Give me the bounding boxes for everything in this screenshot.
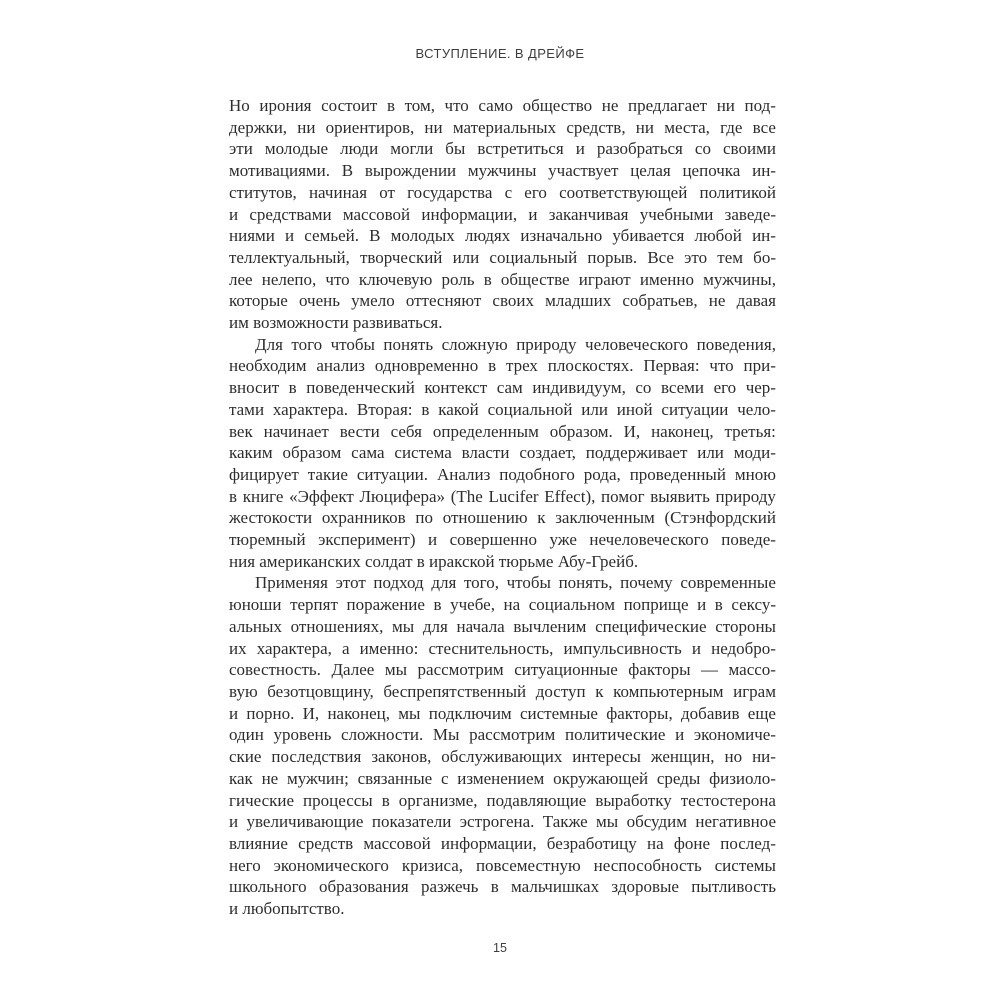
text-line: Для того чтобы понять сложную природу человеческого поведения, — [255, 334, 776, 354]
text-line: тюремный эксперимент) и совершенно уже нечеловеческого поведе- — [229, 530, 776, 550]
text-line: держки, ни ориентиров, ни материальных средств, ни места, где все — [229, 117, 776, 137]
paragraph — [229, 334, 776, 573]
text-line: фицирует такие ситуации. Анализ подобного рода, проведенный мною — [229, 464, 776, 484]
text-line: него экономического кризиса, повсеместную неспособность системы — [229, 855, 776, 875]
text-line: мотивациями. В вырождении мужчины участвует целая цепочка ин- — [229, 161, 776, 181]
text-line: и порно. И, наконец, мы подключим системные факторы, добавив еще — [229, 703, 776, 723]
page-body — [229, 95, 776, 920]
text-line: лее нелепо, что ключевую роль в обществе играют именно мужчины, — [229, 269, 776, 289]
paragraph — [229, 95, 776, 334]
text-line: Применяя этот подход для того, чтобы понять, почему современные — [255, 573, 776, 593]
text-line: Но ирония состоит в том, что само общество не предлагает ни под- — [229, 96, 776, 115]
text-line: эти молодые люди могли бы встретиться и разобраться со своими — [229, 139, 776, 159]
text-line: и любопытство. — [229, 899, 345, 919]
text-line: школьного образования разжечь в мальчишках здоровые пытливость — [229, 877, 776, 897]
paragraph — [229, 572, 776, 919]
text-line: влияние средств массовой информации, безработицу на фоне послед- — [229, 833, 776, 853]
text-line: им возможности развиваться. — [229, 313, 443, 333]
text-line: ститутов, начиная от государства с его соответствующей политикой — [229, 182, 776, 202]
running-header: ВСТУПЛЕНИЕ. В ДРЕЙФЕ — [415, 46, 585, 61]
text-line: и увеличивающие показатели эстрогена. Также мы обсудим негативное — [229, 812, 776, 832]
text-line: гические процессы в организме, подавляющие выработку тестостерона — [229, 790, 776, 810]
text-line: и средствами массовой информации, и заканчивая учебными заведе- — [229, 204, 776, 224]
text-line: в книге «Эффект Люцифера» (The Lucifer Effect), помог выявить природу — [229, 486, 776, 506]
text-line: жестокости охранников по отношению к заключенным (Стэнфордский — [229, 508, 776, 528]
text-line: вую безотцовщину, беспрепятственный доступ к компьютерным играм — [229, 681, 776, 701]
text-line: ния американских солдат в иракской тюрьме Абу-Грейб. — [229, 551, 639, 571]
text-line: совестность. Далее мы рассмотрим ситуационные факторы — массо- — [229, 660, 776, 680]
text-line: век начинает вести себя определенным образом. И, наконец, третья: — [229, 421, 776, 441]
text-line: необходим анализ одновременно в трех плоскостях. Первая: что при- — [229, 356, 776, 376]
text-line: их характера, а именно: стеснительность, импульсивность и недобро- — [229, 638, 776, 658]
text-line: тами характера. Вторая: в какой социальной или иной ситуации чело- — [229, 399, 776, 419]
text-line: которые очень умело оттесняют своих младших собратьев, не давая — [229, 291, 776, 311]
text-line: один уровень сложности. Мы рассмотрим политические и экономиче- — [229, 725, 776, 745]
text-line: ниями и семьей. В молодых людях изначально убивается любой ин- — [229, 226, 776, 246]
text-line: как не мужчин; связанные с изменением окружающей среды физиоло- — [229, 768, 776, 788]
text-line: альных отношениях, мы для начала вычленим специфические стороны — [229, 616, 776, 636]
text-line: каким образом сама система власти создает, поддерживает или моди- — [229, 443, 776, 463]
page-number: 15 — [493, 941, 507, 955]
text-line: вносит в поведенческий контекст сам индивидуум, со всеми его чер- — [229, 378, 776, 398]
text-line: юноши терпят поражение в учебе, на социальном поприще и в сексу- — [229, 595, 776, 615]
text-line: ские последствия законов, обслуживающих интересы женщин, но ни- — [229, 747, 776, 767]
text-line: теллектуальный, творческий или социальный порыв. Все это тем бо- — [229, 247, 776, 267]
